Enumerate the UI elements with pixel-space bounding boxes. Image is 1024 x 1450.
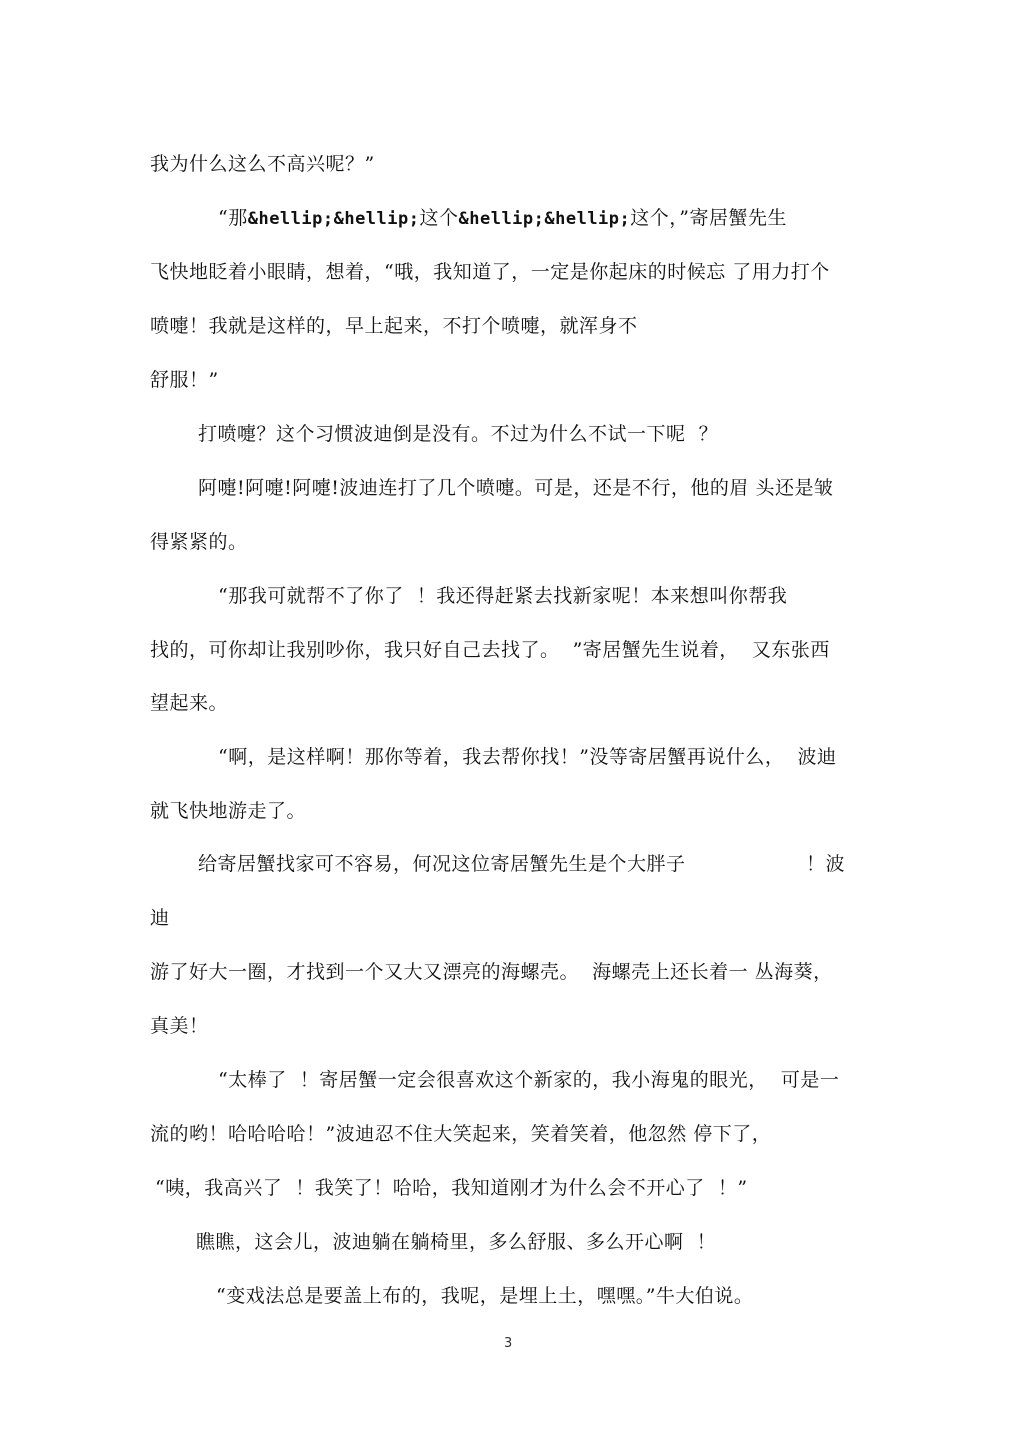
text-line: 就飞快地游走了。: [150, 800, 307, 822]
page-number: 3: [504, 1336, 513, 1351]
text-line: ！波: [806, 853, 846, 875]
text-line: “变戏法总是要盖上布的，我呢，是埋上土，嘿嘿。”牛大伯说。: [216, 1285, 754, 1307]
text-line: 喷嚏！我就是这样的，早上起来，不打个喷嚏，就浑身不: [150, 315, 638, 337]
text-line: 阿嚏!阿嚏!阿嚏!波迪连打了几个喷嚏。可是，还是不行，他的眉 头还是皱: [198, 477, 834, 499]
text-line: 找的，可你却让我别吵你，我只好自己去找了。 ”寄居蟹先生说着， 又东张西: [150, 639, 830, 661]
text-line: “啊，是这样啊！那你等着，我去帮你找！”没等寄居蟹再说什么， 波迪: [218, 746, 837, 768]
text-line: 飞快地眨着小眼睛，想着，“哦，我知道了，一定是你起床的时候忘 了用力打个: [150, 261, 830, 283]
text-line: 我为什么这么不高兴呢？”: [150, 153, 375, 175]
text-line: 望起来。: [150, 692, 229, 714]
text-line: 流的哟！哈哈哈哈！”波迪忍不住大笑起来，笑着笑着，他忽然 停下了，: [150, 1123, 772, 1145]
text-line: 迪: [150, 907, 170, 929]
text-run: 这个，”寄居蟹先生: [630, 207, 787, 229]
text-line: 给寄居蟹找家可不容易，何况这位寄居蟹先生是个大胖子: [198, 853, 686, 875]
text-line: 打喷嚏？这个习惯波迪倒是没有。不过为什么不试一下呢 ？: [198, 423, 719, 445]
text-run: “那: [218, 207, 248, 229]
text-run: 这个: [419, 207, 459, 229]
text-line: 游了好大一圈，才找到一个又大又漂亮的海螺壳。 海螺壳上还长着一 丛海葵，: [150, 961, 833, 983]
html-entity-text: &hellip;&hellip;: [458, 209, 631, 229]
text-line: 真美！: [150, 1015, 209, 1037]
text-line: 得紧紧的。: [150, 531, 248, 553]
text-line: [218, 206, 787, 231]
text-line: 舒服！”: [150, 369, 219, 391]
text-line: 瞧瞧，这会儿，波迪躺在躺椅里，多么舒服、多么开心啊 ！: [196, 1231, 717, 1253]
text-line: “咦，我高兴了 ！我笑了！哈哈，我知道刚才为什么会不开心了 ！”: [155, 1177, 748, 1199]
text-line: “那我可就帮不了你了 ！我还得赶紧去找新家呢！本来想叫你帮我: [218, 585, 788, 607]
html-entity-text: &hellip;&hellip;: [247, 209, 420, 229]
text-line: “太棒了 ！寄居蟹一定会很喜欢这个新家的，我小海鬼的眼光， 可是一: [218, 1069, 840, 1091]
